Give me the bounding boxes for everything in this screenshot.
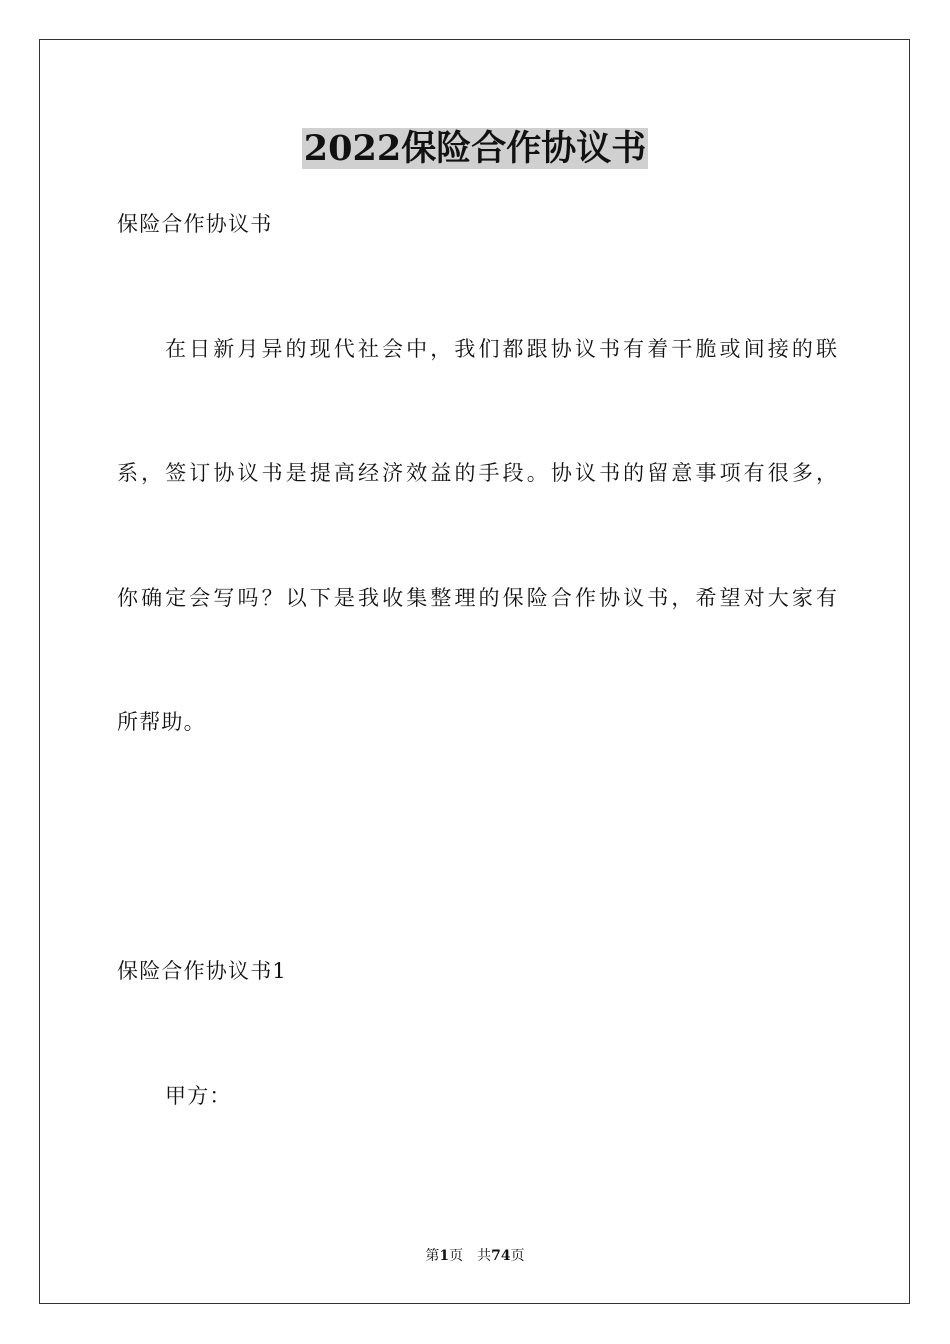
intro-line-4: 所帮助。 [117, 710, 206, 734]
page-suffix: 页 [449, 1248, 464, 1264]
page-number: 1 [439, 1248, 450, 1264]
document-title [0, 126, 950, 172]
document-subtitle: 保险合作协议书 [117, 212, 273, 236]
page-footer [0, 1246, 950, 1266]
total-pages: 74 [491, 1248, 511, 1264]
party-a-label: 甲方： [165, 1084, 232, 1108]
document-title-text: 2022保险合作协议书 [303, 128, 647, 169]
intro-line-2: 系，签订协议书是提高经济效益的手段。协议书的留意事项有很多， [117, 461, 837, 485]
page-prefix: 第 [425, 1248, 440, 1264]
section-heading: 保险合作协议书1 [117, 959, 287, 983]
intro-line-3: 你确定会写吗？以下是我收集整理的保险合作协议书，希望对大家有 [117, 586, 837, 610]
total-prefix: 共 [477, 1248, 492, 1264]
total-suffix: 页 [510, 1248, 525, 1264]
intro-line-1: 在日新月异的现代社会中，我们都跟协议书有着干脆或间接的联 [165, 337, 837, 361]
